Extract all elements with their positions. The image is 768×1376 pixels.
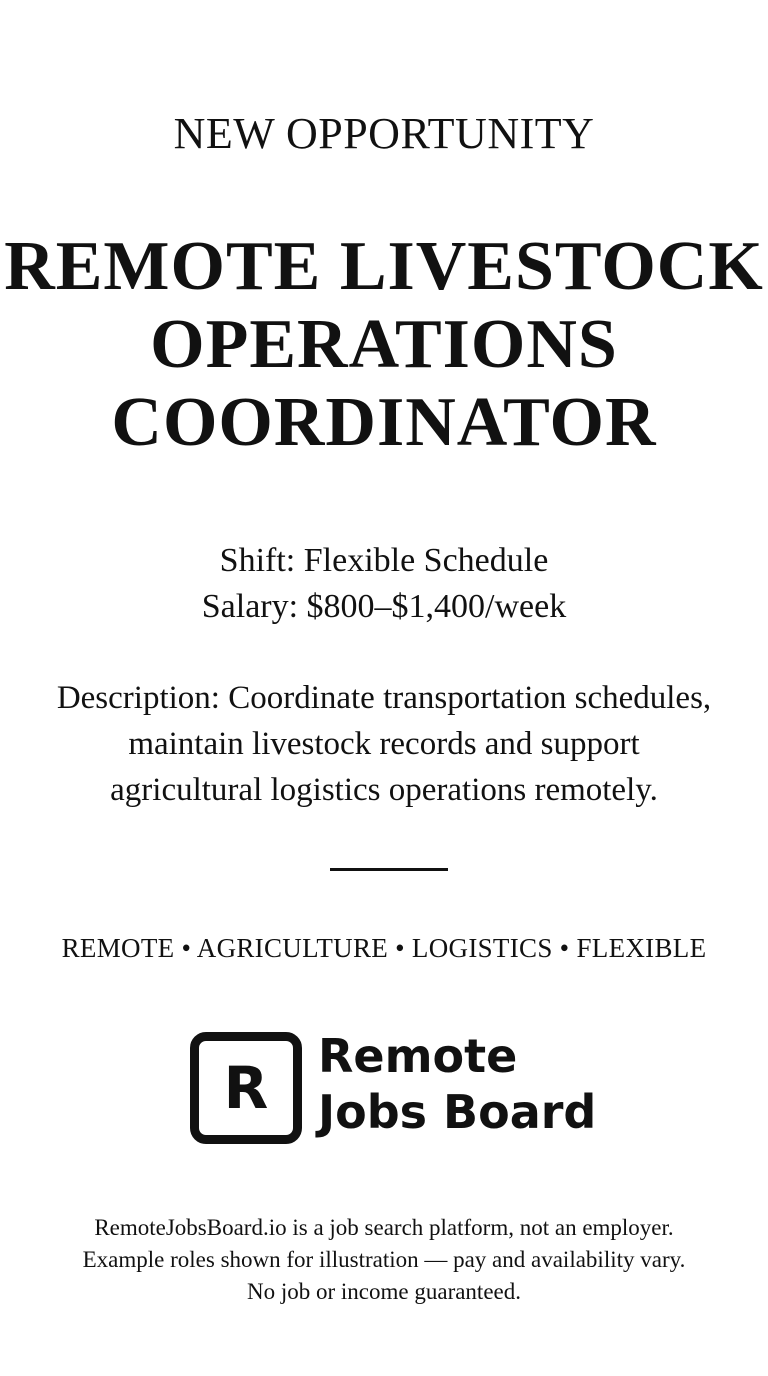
disclaimer-line: RemoteJobsBoard.io is a job search platform, not an employer. [94, 1215, 674, 1240]
salary-text: Salary: $800–$1,400/week [201, 588, 567, 625]
description-line: Description: Coordinate transportation schedules, [56, 680, 712, 716]
job-title [0, 228, 768, 462]
divider [330, 868, 448, 871]
logo-wordmark [318, 1028, 596, 1140]
job-details [0, 538, 768, 630]
eyebrow-label: NEW OPPORTUNITY [173, 109, 595, 158]
disclaimer [20, 1212, 748, 1308]
disclaimer-line: Example roles shown for illustration — pay and availability vary. [82, 1247, 686, 1272]
description-line: maintain livestock records and support [128, 726, 640, 762]
job-title-line: OPERATIONS [150, 306, 618, 383]
job-title-line: COORDINATOR [111, 384, 657, 461]
disclaimer-line: No job or income guaranteed. [247, 1279, 521, 1304]
logo-r-icon: R [190, 1032, 302, 1144]
shift-text: Shift: Flexible Schedule [219, 542, 549, 579]
description-line: agricultural logistics operations remotely. [110, 772, 658, 808]
logo-wordmark-line: Jobs Board [318, 1085, 597, 1139]
job-description [30, 675, 738, 813]
job-tags: REMOTE • AGRICULTURE • LOGISTICS • FLEXIBLE [61, 933, 707, 963]
job-title-line: REMOTE LIVESTOCK [4, 228, 764, 305]
brand-logo [190, 1029, 620, 1144]
logo-wordmark-line: Remote [318, 1029, 518, 1083]
